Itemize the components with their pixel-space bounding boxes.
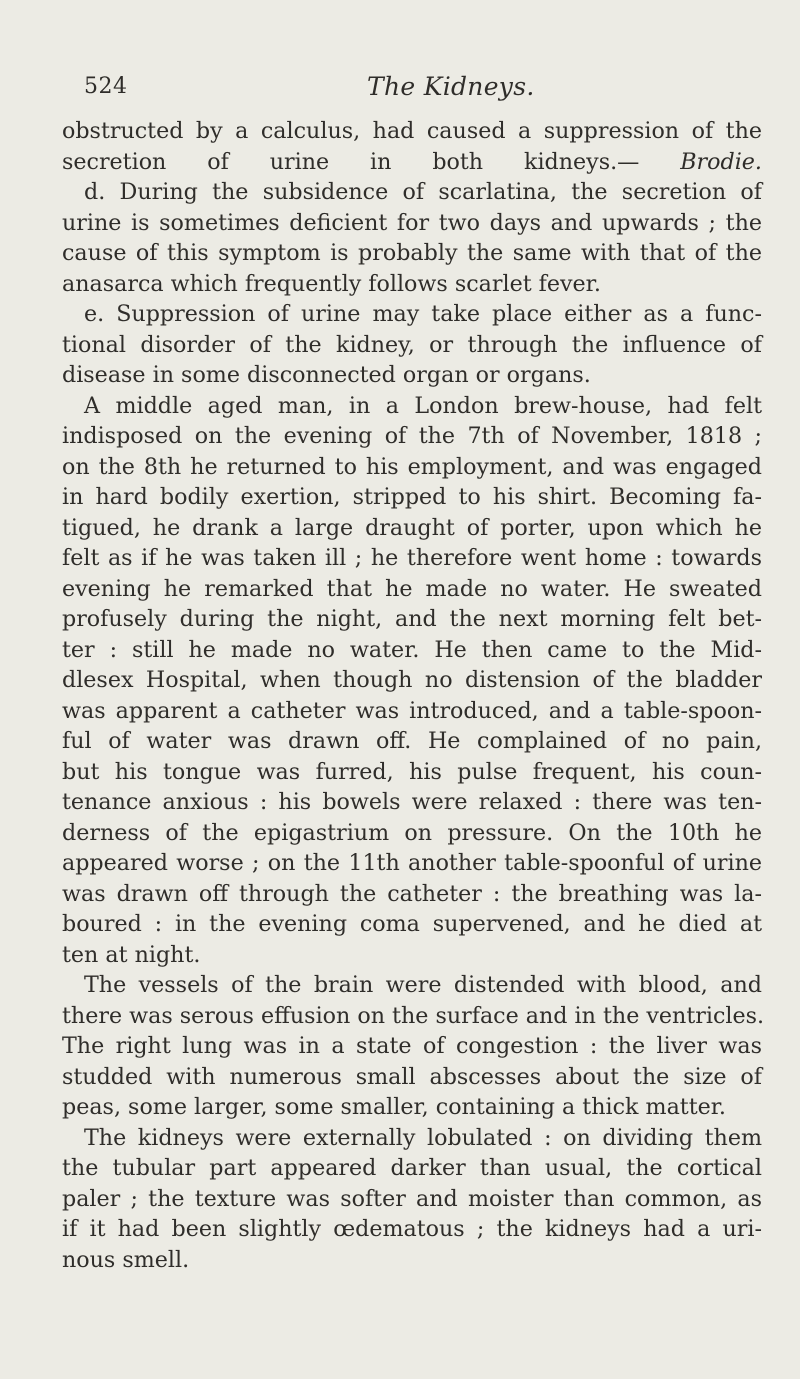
text-line bbox=[62, 726, 762, 757]
text-line-content: The kidneys were externally lobulated : on dividing them bbox=[84, 1124, 762, 1151]
text-line-content: paler ; the texture was softer and moister than common, as bbox=[62, 1185, 762, 1212]
text-line-content: obstructed by a calculus, had caused a suppression of the bbox=[62, 118, 762, 144]
text-line bbox=[62, 269, 762, 300]
text-line bbox=[62, 665, 762, 696]
text-line-content: disease in some disconnected organ or organs. bbox=[62, 362, 591, 388]
text-line bbox=[62, 1214, 762, 1245]
text-line bbox=[62, 1153, 762, 1184]
text-line bbox=[62, 1245, 762, 1276]
text-line bbox=[62, 787, 762, 818]
body-text bbox=[62, 116, 765, 1275]
text-line bbox=[62, 330, 762, 361]
text-line bbox=[62, 299, 762, 330]
text-line-content: but his tongue was furred, his pulse frequent, his coun- bbox=[62, 758, 762, 785]
text-line bbox=[62, 513, 762, 544]
text-line-content: tional disorder of the kidney, or through the influence of bbox=[62, 331, 762, 358]
text-line bbox=[62, 208, 762, 239]
text-line-content: if it had been slightly œdematous ; the kidneys had a uri- bbox=[62, 1216, 762, 1242]
text-line-content: A middle aged man, in a London brew-house, had felt bbox=[84, 392, 762, 419]
text-line bbox=[62, 604, 762, 635]
text-line-content: The vessels of the brain were distended with blood, and bbox=[84, 972, 762, 998]
text-line bbox=[62, 879, 762, 910]
text-line-content: profusely during the night, and the next morning felt bet- bbox=[62, 606, 762, 632]
page-number: 524 bbox=[84, 74, 128, 99]
text-line bbox=[62, 1092, 762, 1123]
text-line-content: ter : still he made no water. He then came to the Mid- bbox=[62, 636, 762, 663]
text-line-content: anasarca which frequently follows scarlet fever. bbox=[62, 270, 601, 297]
book-page bbox=[62, 70, 765, 1275]
text-line bbox=[62, 1123, 762, 1154]
text-line bbox=[62, 421, 762, 452]
text-line bbox=[62, 848, 762, 879]
text-line bbox=[62, 1001, 765, 1032]
text-line-content: derness of the epigastrium on pressure. On the 10th he bbox=[62, 819, 762, 846]
text-line-content: d. During the subsidence of scarlatina, the secretion of bbox=[84, 179, 762, 205]
text-line-content: was drawn off through the catheter : the breathing was la- bbox=[62, 880, 762, 907]
text-line-content: urine is sometimes deficient for two days and upwards ; the bbox=[62, 209, 762, 236]
text-line-content: appeared worse ; on the 11th another table-spoonful of urine bbox=[62, 850, 762, 876]
text-line-content: there was serous effusion on the surface and in the ventricles. bbox=[62, 1002, 765, 1029]
running-title: The Kidneys. bbox=[367, 72, 535, 101]
text-line bbox=[62, 757, 762, 788]
text-line bbox=[62, 147, 762, 178]
text-line bbox=[62, 818, 762, 849]
text-line-content: peas, some larger, some smaller, containing a thick matter. bbox=[62, 1094, 726, 1120]
text-line-content: dlesex Hospital, when though no distension of the bladder bbox=[62, 667, 762, 693]
text-line bbox=[62, 635, 762, 666]
text-line bbox=[62, 452, 762, 483]
text-line-content: was apparent a catheter was introduced, and a table-spoon- bbox=[62, 697, 762, 724]
author-attribution: Brodie. bbox=[680, 148, 762, 175]
text-line-content: cause of this symptom is probably the same with that of the bbox=[62, 240, 762, 266]
text-line-content: the tubular part appeared darker than usual, the cortical bbox=[62, 1155, 762, 1181]
text-line bbox=[62, 543, 762, 574]
text-line bbox=[62, 970, 762, 1001]
text-line-content: ten at night. bbox=[62, 941, 201, 968]
text-line-content: tenance anxious : his bowels were relaxed : there was ten- bbox=[62, 789, 762, 815]
text-line bbox=[62, 360, 762, 391]
text-line bbox=[62, 1184, 762, 1215]
text-line-content: tigued, he drank a large draught of porter, upon which he bbox=[62, 514, 762, 541]
text-line-content: felt as if he was taken ill ; he therefore went home : towards bbox=[62, 545, 762, 571]
text-line-content: indisposed on the evening of the 7th of November, 1818 ; bbox=[62, 423, 762, 449]
text-line bbox=[62, 696, 762, 727]
text-line-content: evening he remarked that he made no water. He sweated bbox=[62, 575, 762, 602]
text-line bbox=[62, 1031, 762, 1062]
running-head bbox=[62, 70, 762, 110]
text-line-content: on the 8th he returned to his employment, and was engaged bbox=[62, 453, 762, 480]
text-line bbox=[62, 177, 762, 208]
text-line-content: ful of water was drawn off. He complained of no pain, bbox=[62, 728, 762, 754]
text-line bbox=[62, 238, 762, 269]
text-line-content: studded with numerous small abscesses about the size of bbox=[62, 1063, 762, 1090]
text-line bbox=[62, 116, 762, 147]
text-line-content: nous smell. bbox=[62, 1246, 190, 1273]
text-line bbox=[62, 1062, 762, 1093]
text-line bbox=[62, 909, 762, 940]
text-line bbox=[62, 574, 762, 605]
text-line bbox=[62, 391, 762, 422]
text-line bbox=[62, 940, 762, 971]
text-line-content: The right lung was in a state of congestion : the liver was bbox=[62, 1033, 762, 1059]
text-line-content: in hard bodily exertion, stripped to his shirt. Becoming fa- bbox=[62, 484, 762, 510]
text-line-content: boured : in the evening coma supervened, and he died at bbox=[62, 911, 762, 937]
text-line-content: e. Suppression of urine may take place either as a func- bbox=[84, 301, 762, 327]
text-line bbox=[62, 482, 762, 513]
text-line-content: secretion of urine in both kidneys.— bbox=[62, 148, 681, 175]
